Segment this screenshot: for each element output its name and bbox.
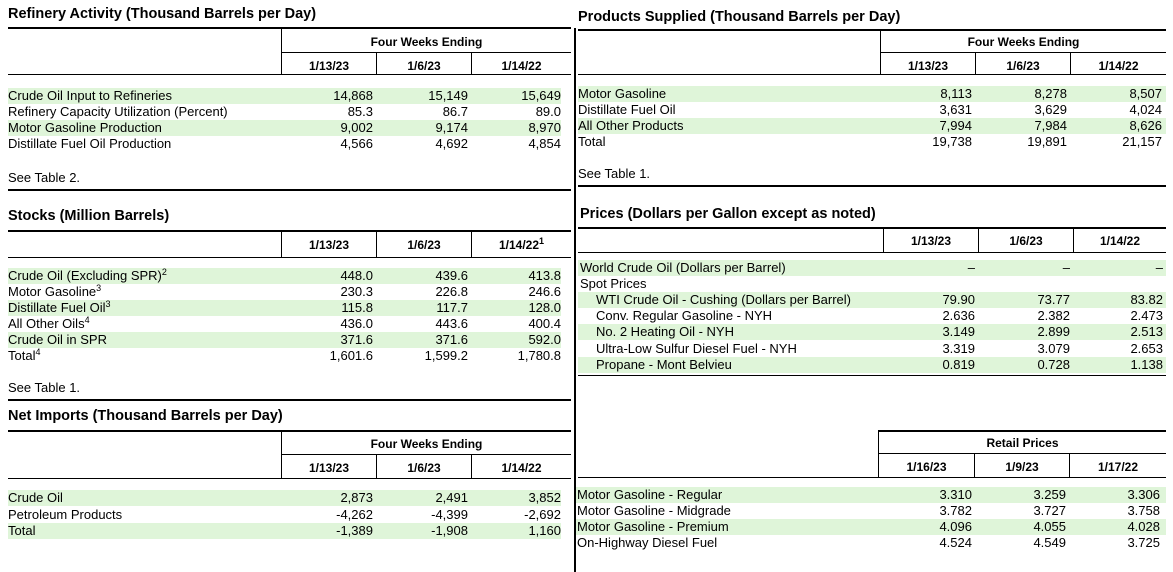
products-span-rule [881,52,1166,53]
row-value: 4.524 [939,535,972,550]
row-label [8,348,40,364]
row-value: 592.0 [528,332,561,347]
row-label: WTI Crude Oil - Cushing (Dollars per Barrel) [596,292,852,307]
row-value: 79.90 [942,292,975,307]
row-value: 4,854 [528,136,561,151]
row-value: 0.819 [942,357,975,372]
row-value: -4,399 [431,507,468,522]
row-value: -1,389 [336,523,373,538]
footnote-marker: 3 [105,299,111,309]
stocks-title: Stocks (Million Barrels) [8,208,170,224]
row-value: 3.149 [942,324,975,339]
row-value: -2,692 [524,507,561,522]
row-label [8,300,111,316]
row-value: 15,149 [428,88,468,103]
row-label: Ultra-Low Sulfur Diesel Fuel - NYH [596,341,797,356]
products-note: See Table 1. [578,166,651,181]
row-label [8,332,107,348]
row-value: 9,002 [340,120,373,135]
spot-prices-label: Spot Prices [580,276,647,291]
row-label: Total [578,134,606,149]
refinery-col-header: 1/6/23 [407,59,441,73]
row-value: 8,278 [1034,86,1067,101]
prices-col-header: 1/6/23 [1009,234,1043,248]
products-col-header: 1/14/22 [1098,59,1139,73]
row-label: Petroleum Products [8,507,123,522]
row-label-text: Crude Oil in SPR [8,332,107,347]
row-value: 3.310 [939,487,972,502]
row-value: 439.6 [435,268,468,283]
row-value: 2,491 [435,490,468,505]
row-value: 117.7 [436,300,468,315]
row-label: Distillate Fuel Oil [578,102,676,117]
row-label: Motor Gasoline - Premium [577,519,729,534]
stocks-bottom-rule [8,399,571,401]
refinery-span-rule [282,52,571,53]
row-value: 3.727 [1033,503,1066,518]
row-label: On-Highway Diesel Fuel [577,535,718,550]
row-value: 128.0 [528,300,561,315]
row-value: 371.6 [340,332,373,347]
row-label: Refinery Capacity Utilization (Percent) [8,104,228,119]
row-value: 436.0 [340,316,373,331]
row-value: 3,852 [528,490,561,505]
row-label: Total [8,523,36,538]
row-label: Conv. Regular Gasoline - NYH [596,308,773,323]
retail-header-rule [578,477,1166,478]
stocks-col-header-text: 1/14/22 [498,238,540,252]
row-label-text: Total [8,348,36,363]
row-value: 4,566 [340,136,373,151]
retail-top-rule [878,430,1166,432]
row-value: 3.782 [939,503,972,518]
refinery-col-header: 1/13/23 [308,59,350,73]
row-label [8,316,90,332]
row-value: 2.513 [1130,324,1163,339]
row-value: 1,599.2 [424,348,468,363]
stocks-top-rule [8,230,571,232]
row-value: 1,601.6 [329,348,373,363]
row-label: No. 2 Heating Oil - NYH [596,324,734,339]
row-value: 3,629 [1034,102,1067,117]
footnote-marker: 3 [96,283,102,293]
row-label-text: Distillate Fuel Oil [8,300,106,315]
row-value: 3,631 [939,102,972,117]
row-value: 4.055 [1033,519,1066,534]
row-value: 89.0 [535,104,561,119]
products-bottom-rule [578,185,1166,187]
row-label: Crude Oil Input to Refineries [8,88,173,103]
row-value: 443.6 [435,316,468,331]
row-value: 21,157 [1122,134,1162,149]
products-title: Products Supplied (Thousand Barrels per Day) [578,9,901,25]
row-value: 230.3 [340,284,373,299]
refinery-top-rule [8,27,571,29]
row-value: 4.028 [1127,519,1160,534]
retail-col-header: 1/17/22 [1097,460,1139,474]
row-value: 8,113 [940,86,972,101]
refinery-span-header: Four Weeks Ending [370,35,483,49]
refinery-title: Refinery Activity (Thousand Barrels per Day) [8,6,317,22]
products-top-rule [578,29,1166,31]
row-value: 226.8 [435,284,468,299]
row-value: 3.079 [1037,341,1070,356]
row-value: 3.306 [1127,487,1160,502]
imports-col-header: 1/14/22 [501,461,542,475]
prices-top-rule [578,227,1166,229]
retail-col-header: 1/16/23 [906,460,947,474]
stocks-header-rule [8,257,571,258]
prices-col-header: 1/14/22 [1099,234,1141,248]
row-label: Motor Gasoline Production [8,120,162,135]
row-label: Crude Oil [8,490,63,505]
retail-span-header: Retail Prices [986,436,1059,450]
row-value: -4,262 [336,507,373,522]
row-value: 2.382 [1037,308,1070,323]
row-value: 4.549 [1033,535,1066,550]
row-value: 448.0 [340,268,373,283]
row-value: 3.259 [1033,487,1066,502]
row-value: 400.4 [528,316,561,331]
prices-col-header: 1/13/23 [910,234,952,248]
stocks-col-header: 1/6/23 [407,238,441,252]
row-value: 73.77 [1037,292,1070,307]
row-value: 371.6 [435,332,468,347]
row-value: 2.473 [1130,308,1163,323]
row-value: 3.725 [1127,535,1160,550]
row-value: 413.8 [528,268,561,283]
row-value: 19,738 [932,134,972,149]
row-value: 246.6 [528,284,561,299]
row-value: 8,970 [528,120,561,135]
row-value: 85.3 [347,104,373,119]
row-value: 115.8 [341,300,373,315]
imports-span-rule [282,454,571,455]
prices-bottom-rule [578,375,1166,376]
row-value: 4,692 [435,136,468,151]
imports-top-rule [8,430,571,432]
row-value: 8,626 [1129,118,1162,133]
products-col-header: 1/13/23 [907,59,949,73]
imports-col-header: 1/6/23 [407,461,441,475]
row-label: Propane - Mont Belvieu [596,357,732,372]
stocks-note: See Table 1. [8,380,81,395]
products-span-header: Four Weeks Ending [967,35,1080,49]
row-value: 0.728 [1037,357,1070,372]
row-value: 2.899 [1037,324,1070,339]
row-value: 2.636 [942,308,975,323]
row-label-text: Crude Oil (Excluding SPR) [8,268,162,283]
footnote-marker: 2 [161,267,167,277]
row-value: 1,780.8 [517,348,561,363]
footnote-marker: 4 [35,347,41,357]
prices-title: Prices (Dollars per Gallon except as noted) [580,206,876,222]
row-value: 83.82 [1130,292,1163,307]
row-label: All Other Products [578,118,684,133]
imports-header-rule [8,478,571,479]
prices-header-rule [578,252,1166,253]
stocks-col-header: 1/13/23 [308,238,350,252]
row-value: -1,908 [431,523,468,538]
row-value: – [1062,260,1070,275]
row-value: 86.7 [442,104,468,119]
row-label: World Crude Oil (Dollars per Barrel) [580,260,786,275]
row-label: Motor Gasoline - Midgrade [577,503,731,518]
row-value: 2,873 [340,490,373,505]
refinery-note: See Table 2. [8,170,81,185]
row-label-text: Motor Gasoline [8,284,97,299]
refinery-bottom-rule [8,189,571,191]
row-value: 4,024 [1129,102,1162,117]
row-value: 7,984 [1034,118,1067,133]
row-value: 4.096 [939,519,972,534]
row-label-text: All Other Oils [8,316,85,331]
row-value: 9,174 [435,120,468,135]
row-label [8,284,101,300]
row-value: 3.319 [942,341,975,356]
row-value: 1,160 [528,523,561,538]
row-value: 19,891 [1027,134,1067,149]
stocks-col-header [472,238,571,252]
imports-span-header: Four Weeks Ending [370,437,483,451]
retail-col-header: 1/9/23 [1005,460,1039,474]
footnote-marker: 4 [84,315,90,325]
row-value: 15,649 [521,88,561,103]
refinery-col-header: 1/14/22 [501,59,542,73]
row-label [8,268,167,284]
imports-title: Net Imports (Thousand Barrels per Day) [8,408,283,424]
row-value: – [1155,260,1163,275]
row-value: 3.758 [1127,503,1160,518]
row-value: 8,507 [1129,86,1162,101]
row-value: 2.653 [1130,341,1163,356]
row-value: – [967,260,975,275]
row-label: Motor Gasoline - Regular [577,487,723,502]
row-value: 1.138 [1130,357,1163,372]
products-header-rule [578,74,1166,75]
row-label: Motor Gasoline [578,86,667,101]
imports-col-header: 1/13/23 [308,461,350,475]
refinery-header-rule [8,74,571,75]
row-value: 7,994 [939,118,972,133]
row-label: Distillate Fuel Oil Production [8,136,172,151]
products-col-header: 1/6/23 [1006,59,1040,73]
retail-span-rule [879,453,1166,454]
row-value: 14,868 [333,88,373,103]
footnote-marker: 1 [539,236,545,246]
